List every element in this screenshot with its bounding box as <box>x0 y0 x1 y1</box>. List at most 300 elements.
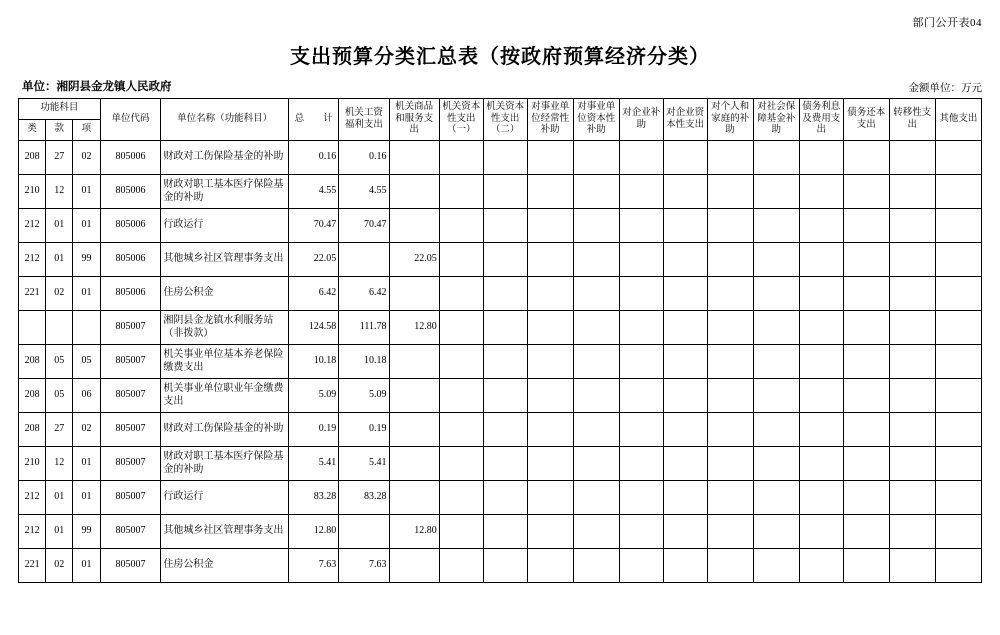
cell-c12 <box>619 447 663 481</box>
cell-c6: 0.16 <box>339 141 389 175</box>
cell-c6: 0.19 <box>339 413 389 447</box>
cell-c16 <box>799 345 843 379</box>
cell-c10 <box>527 379 573 413</box>
cell-lei: 208 <box>19 413 46 447</box>
cell-kuan: 01 <box>46 515 73 549</box>
cell-c6: 5.41 <box>339 447 389 481</box>
cell-c12 <box>619 141 663 175</box>
cell-c17 <box>843 379 889 413</box>
cell-total: 124.58 <box>289 311 339 345</box>
cell-c8 <box>439 209 483 243</box>
cell-c13 <box>663 549 707 583</box>
cell-c15 <box>753 379 799 413</box>
cell-c10 <box>527 209 573 243</box>
cell-c10 <box>527 481 573 515</box>
cell-lei: 212 <box>19 209 46 243</box>
cell-c16 <box>799 515 843 549</box>
cell-total: 4.55 <box>289 175 339 209</box>
cell-c14 <box>707 413 753 447</box>
table-body <box>19 141 982 583</box>
cell-c14 <box>707 209 753 243</box>
cell-c9 <box>483 379 527 413</box>
cell-total: 10.18 <box>289 345 339 379</box>
cell-code: 805006 <box>100 141 161 175</box>
cell-c10 <box>527 549 573 583</box>
cell-c6: 4.55 <box>339 175 389 209</box>
cell-c15 <box>753 413 799 447</box>
cell-c15 <box>753 243 799 277</box>
cell-c10 <box>527 277 573 311</box>
cell-code: 805007 <box>100 345 161 379</box>
cell-c6: 70.47 <box>339 209 389 243</box>
cell-c13 <box>663 277 707 311</box>
table-row <box>19 481 982 515</box>
cell-c16 <box>799 447 843 481</box>
cell-c8 <box>439 413 483 447</box>
cell-c7: 12.80 <box>389 311 439 345</box>
cell-c19 <box>935 311 981 345</box>
cell-c11 <box>573 175 619 209</box>
cell-c17 <box>843 549 889 583</box>
cell-code: 805007 <box>100 515 161 549</box>
cell-xiang: 06 <box>73 379 100 413</box>
cell-c8 <box>439 549 483 583</box>
cell-c19 <box>935 549 981 583</box>
cell-lei: 212 <box>19 243 46 277</box>
cell-code: 805007 <box>100 447 161 481</box>
cell-c13 <box>663 175 707 209</box>
cell-c12 <box>619 549 663 583</box>
cell-lei: 212 <box>19 515 46 549</box>
cell-c7 <box>389 447 439 481</box>
cell-name: 财政对工伤保险基金的补助 <box>161 141 289 175</box>
cell-kuan: 05 <box>46 345 73 379</box>
cell-c18 <box>889 413 935 447</box>
cell-xiang: 02 <box>73 413 100 447</box>
header-c11: 对事业单位资本性补助 <box>573 99 619 141</box>
cell-kuan: 01 <box>46 209 73 243</box>
cell-lei: 210 <box>19 175 46 209</box>
cell-c9 <box>483 311 527 345</box>
cell-c19 <box>935 481 981 515</box>
cell-c10 <box>527 311 573 345</box>
cell-c7 <box>389 209 439 243</box>
table-row <box>19 549 982 583</box>
cell-c7 <box>389 413 439 447</box>
cell-lei: 212 <box>19 481 46 515</box>
cell-c8 <box>439 379 483 413</box>
cell-c9 <box>483 209 527 243</box>
amount-unit-label: 金额单位：万元 <box>908 83 982 94</box>
cell-name: 机关事业单位职业年金缴费支出 <box>161 379 289 413</box>
cell-xiang: 01 <box>73 481 100 515</box>
cell-c19 <box>935 447 981 481</box>
table-row <box>19 277 982 311</box>
cell-code: 805007 <box>100 481 161 515</box>
cell-c13 <box>663 311 707 345</box>
cell-c19 <box>935 379 981 413</box>
cell-c12 <box>619 209 663 243</box>
form-number-note: 部门公开表04 <box>912 17 982 29</box>
cell-c17 <box>843 345 889 379</box>
cell-c9 <box>483 141 527 175</box>
cell-c16 <box>799 243 843 277</box>
cell-c9 <box>483 243 527 277</box>
cell-code: 805007 <box>100 311 161 345</box>
cell-lei <box>19 311 46 345</box>
cell-c9 <box>483 481 527 515</box>
cell-c8 <box>439 141 483 175</box>
cell-c10 <box>527 243 573 277</box>
cell-c13 <box>663 379 707 413</box>
table-row <box>19 379 982 413</box>
cell-c17 <box>843 447 889 481</box>
cell-c19 <box>935 277 981 311</box>
cell-xiang: 01 <box>73 277 100 311</box>
cell-name: 其他城乡社区管理事务支出 <box>161 243 289 277</box>
header-total: 总 计 <box>289 99 339 141</box>
cell-code: 805006 <box>100 277 161 311</box>
cell-c6 <box>339 515 389 549</box>
cell-c15 <box>753 277 799 311</box>
cell-c17 <box>843 277 889 311</box>
cell-kuan: 05 <box>46 379 73 413</box>
cell-lei: 221 <box>19 549 46 583</box>
cell-c18 <box>889 277 935 311</box>
cell-lei: 210 <box>19 447 46 481</box>
cell-c11 <box>573 277 619 311</box>
header-c9: 机关资本性支出（二） <box>483 99 527 141</box>
cell-code: 805006 <box>100 175 161 209</box>
cell-c15 <box>753 311 799 345</box>
table-row <box>19 141 982 175</box>
cell-kuan: 01 <box>46 243 73 277</box>
cell-c17 <box>843 243 889 277</box>
header-c7: 机关商品和服务支出 <box>389 99 439 141</box>
cell-c14 <box>707 175 753 209</box>
cell-c8 <box>439 175 483 209</box>
cell-xiang: 05 <box>73 345 100 379</box>
cell-c7 <box>389 379 439 413</box>
cell-c13 <box>663 141 707 175</box>
cell-c16 <box>799 209 843 243</box>
cell-c14 <box>707 379 753 413</box>
cell-c6: 7.63 <box>339 549 389 583</box>
table-row <box>19 243 982 277</box>
table-row <box>19 515 982 549</box>
cell-c16 <box>799 413 843 447</box>
header-c13: 对企业资本性支出 <box>663 99 707 141</box>
cell-c14 <box>707 141 753 175</box>
cell-xiang: 01 <box>73 209 100 243</box>
cell-xiang: 02 <box>73 141 100 175</box>
cell-name: 财政对职工基本医疗保险基金的补助 <box>161 447 289 481</box>
cell-c11 <box>573 515 619 549</box>
cell-total: 70.47 <box>289 209 339 243</box>
cell-c13 <box>663 515 707 549</box>
cell-c6: 111.78 <box>339 311 389 345</box>
cell-c15 <box>753 515 799 549</box>
cell-c15 <box>753 345 799 379</box>
cell-c18 <box>889 175 935 209</box>
cell-c8 <box>439 243 483 277</box>
cell-c19 <box>935 345 981 379</box>
cell-c17 <box>843 481 889 515</box>
cell-c10 <box>527 175 573 209</box>
cell-total: 5.41 <box>289 447 339 481</box>
cell-kuan: 12 <box>46 447 73 481</box>
cell-c15 <box>753 141 799 175</box>
cell-c19 <box>935 243 981 277</box>
cell-xiang: 99 <box>73 515 100 549</box>
cell-c15 <box>753 481 799 515</box>
cell-c18 <box>889 243 935 277</box>
cell-c11 <box>573 209 619 243</box>
cell-c18 <box>889 311 935 345</box>
cell-c16 <box>799 175 843 209</box>
cell-name: 住房公积金 <box>161 549 289 583</box>
header-c18: 转移性支出 <box>889 99 935 141</box>
header-kuan: 款 <box>46 120 73 141</box>
cell-xiang: 01 <box>73 549 100 583</box>
cell-c9 <box>483 515 527 549</box>
cell-c6 <box>339 243 389 277</box>
cell-lei: 208 <box>19 379 46 413</box>
cell-kuan: 12 <box>46 175 73 209</box>
header-c8: 机关资本性支出（一） <box>439 99 483 141</box>
table-row <box>19 311 982 345</box>
cell-xiang: 01 <box>73 447 100 481</box>
cell-c12 <box>619 515 663 549</box>
cell-c12 <box>619 277 663 311</box>
cell-c11 <box>573 141 619 175</box>
cell-c7 <box>389 549 439 583</box>
cell-c14 <box>707 277 753 311</box>
budget-table <box>18 98 982 583</box>
header-c16: 债务利息及费用支出 <box>799 99 843 141</box>
table-row <box>19 345 982 379</box>
cell-c11 <box>573 345 619 379</box>
cell-c18 <box>889 515 935 549</box>
cell-c18 <box>889 447 935 481</box>
cell-c12 <box>619 243 663 277</box>
cell-kuan: 02 <box>46 549 73 583</box>
cell-c13 <box>663 481 707 515</box>
cell-code: 805007 <box>100 379 161 413</box>
cell-c6: 5.09 <box>339 379 389 413</box>
page-title: 支出预算分类汇总表（按政府预算经济分类） <box>290 46 710 68</box>
table-header <box>19 99 982 141</box>
cell-xiang: 99 <box>73 243 100 277</box>
cell-total: 7.63 <box>289 549 339 583</box>
cell-c7 <box>389 175 439 209</box>
header-c14: 对个人和家庭的补助 <box>707 99 753 141</box>
cell-c14 <box>707 447 753 481</box>
cell-name: 机关事业单位基本养老保险缴费支出 <box>161 345 289 379</box>
cell-c15 <box>753 447 799 481</box>
cell-lei: 208 <box>19 141 46 175</box>
cell-c18 <box>889 209 935 243</box>
cell-lei: 208 <box>19 345 46 379</box>
table-row <box>19 209 982 243</box>
header-group-function-subject: 功能科目 <box>19 99 101 120</box>
table-row <box>19 413 982 447</box>
cell-c7 <box>389 345 439 379</box>
cell-lei: 221 <box>19 277 46 311</box>
cell-c11 <box>573 413 619 447</box>
cell-c9 <box>483 345 527 379</box>
cell-name: 财政对职工基本医疗保险基金的补助 <box>161 175 289 209</box>
cell-c19 <box>935 209 981 243</box>
cell-name: 其他城乡社区管理事务支出 <box>161 515 289 549</box>
cell-c16 <box>799 311 843 345</box>
cell-c12 <box>619 413 663 447</box>
cell-c19 <box>935 515 981 549</box>
cell-c12 <box>619 379 663 413</box>
cell-c18 <box>889 379 935 413</box>
cell-c12 <box>619 345 663 379</box>
table-row <box>19 447 982 481</box>
cell-c19 <box>935 141 981 175</box>
cell-c14 <box>707 549 753 583</box>
cell-kuan: 01 <box>46 481 73 515</box>
cell-c15 <box>753 209 799 243</box>
cell-kuan <box>46 311 73 345</box>
header-c12: 对企业补助 <box>619 99 663 141</box>
cell-c10 <box>527 413 573 447</box>
cell-c9 <box>483 447 527 481</box>
cell-c6: 83.28 <box>339 481 389 515</box>
cell-c14 <box>707 345 753 379</box>
cell-c11 <box>573 447 619 481</box>
cell-c13 <box>663 243 707 277</box>
header-unit-code: 单位代码 <box>100 99 161 141</box>
cell-c8 <box>439 515 483 549</box>
cell-total: 0.16 <box>289 141 339 175</box>
cell-c18 <box>889 345 935 379</box>
header-c10: 对事业单位经常性补助 <box>527 99 573 141</box>
cell-name: 行政运行 <box>161 481 289 515</box>
cell-c15 <box>753 175 799 209</box>
cell-xiang: 01 <box>73 175 100 209</box>
cell-c16 <box>799 379 843 413</box>
cell-total: 0.19 <box>289 413 339 447</box>
cell-c7 <box>389 277 439 311</box>
cell-c10 <box>527 141 573 175</box>
header-lei: 类 <box>19 120 46 141</box>
cell-c13 <box>663 413 707 447</box>
cell-code: 805007 <box>100 549 161 583</box>
cell-c9 <box>483 549 527 583</box>
cell-c10 <box>527 515 573 549</box>
cell-c18 <box>889 481 935 515</box>
cell-c19 <box>935 413 981 447</box>
cell-c7 <box>389 481 439 515</box>
cell-c13 <box>663 345 707 379</box>
unit-label: 单位：湘阴县金龙镇人民政府 <box>22 81 172 93</box>
cell-c16 <box>799 481 843 515</box>
cell-code: 805006 <box>100 209 161 243</box>
cell-c13 <box>663 209 707 243</box>
cell-kuan: 02 <box>46 277 73 311</box>
cell-c14 <box>707 481 753 515</box>
cell-c17 <box>843 175 889 209</box>
cell-c8 <box>439 345 483 379</box>
header-unit-name: 单位名称（功能科目） <box>161 99 289 141</box>
cell-c8 <box>439 481 483 515</box>
cell-c14 <box>707 243 753 277</box>
cell-c12 <box>619 481 663 515</box>
cell-total: 83.28 <box>289 481 339 515</box>
cell-c8 <box>439 447 483 481</box>
cell-total: 12.80 <box>289 515 339 549</box>
cell-kuan: 27 <box>46 141 73 175</box>
cell-c9 <box>483 413 527 447</box>
cell-code: 805007 <box>100 413 161 447</box>
cell-c8 <box>439 277 483 311</box>
cell-c8 <box>439 311 483 345</box>
cell-total: 6.42 <box>289 277 339 311</box>
cell-name: 行政运行 <box>161 209 289 243</box>
cell-c11 <box>573 311 619 345</box>
cell-c9 <box>483 277 527 311</box>
cell-c12 <box>619 175 663 209</box>
cell-c17 <box>843 311 889 345</box>
cell-c10 <box>527 447 573 481</box>
cell-c19 <box>935 175 981 209</box>
cell-c14 <box>707 515 753 549</box>
cell-c6: 6.42 <box>339 277 389 311</box>
cell-code: 805006 <box>100 243 161 277</box>
cell-c7: 12.80 <box>389 515 439 549</box>
cell-total: 22.05 <box>289 243 339 277</box>
cell-c12 <box>619 311 663 345</box>
cell-name: 财政对工伤保险基金的补助 <box>161 413 289 447</box>
cell-c11 <box>573 243 619 277</box>
table-row <box>19 175 982 209</box>
cell-c15 <box>753 549 799 583</box>
cell-c17 <box>843 413 889 447</box>
cell-c17 <box>843 515 889 549</box>
cell-c16 <box>799 549 843 583</box>
cell-name: 湘阴县金龙镇水利服务站（非拨款） <box>161 311 289 345</box>
cell-kuan: 27 <box>46 413 73 447</box>
cell-c11 <box>573 549 619 583</box>
cell-c18 <box>889 549 935 583</box>
cell-c18 <box>889 141 935 175</box>
header-c6: 机关工资福利支出 <box>339 99 389 141</box>
cell-c11 <box>573 481 619 515</box>
header-c17: 债务还本支出 <box>843 99 889 141</box>
cell-c7: 22.05 <box>389 243 439 277</box>
cell-c17 <box>843 209 889 243</box>
cell-total: 5.09 <box>289 379 339 413</box>
cell-c6: 10.18 <box>339 345 389 379</box>
cell-c10 <box>527 345 573 379</box>
cell-c16 <box>799 277 843 311</box>
header-xiang: 项 <box>73 120 100 141</box>
cell-c14 <box>707 311 753 345</box>
cell-c17 <box>843 141 889 175</box>
cell-name: 住房公积金 <box>161 277 289 311</box>
cell-c11 <box>573 379 619 413</box>
cell-c16 <box>799 141 843 175</box>
header-c15: 对社会保障基金补助 <box>753 99 799 141</box>
cell-c13 <box>663 447 707 481</box>
header-c19: 其他支出 <box>935 99 981 141</box>
cell-c9 <box>483 175 527 209</box>
cell-c7 <box>389 141 439 175</box>
